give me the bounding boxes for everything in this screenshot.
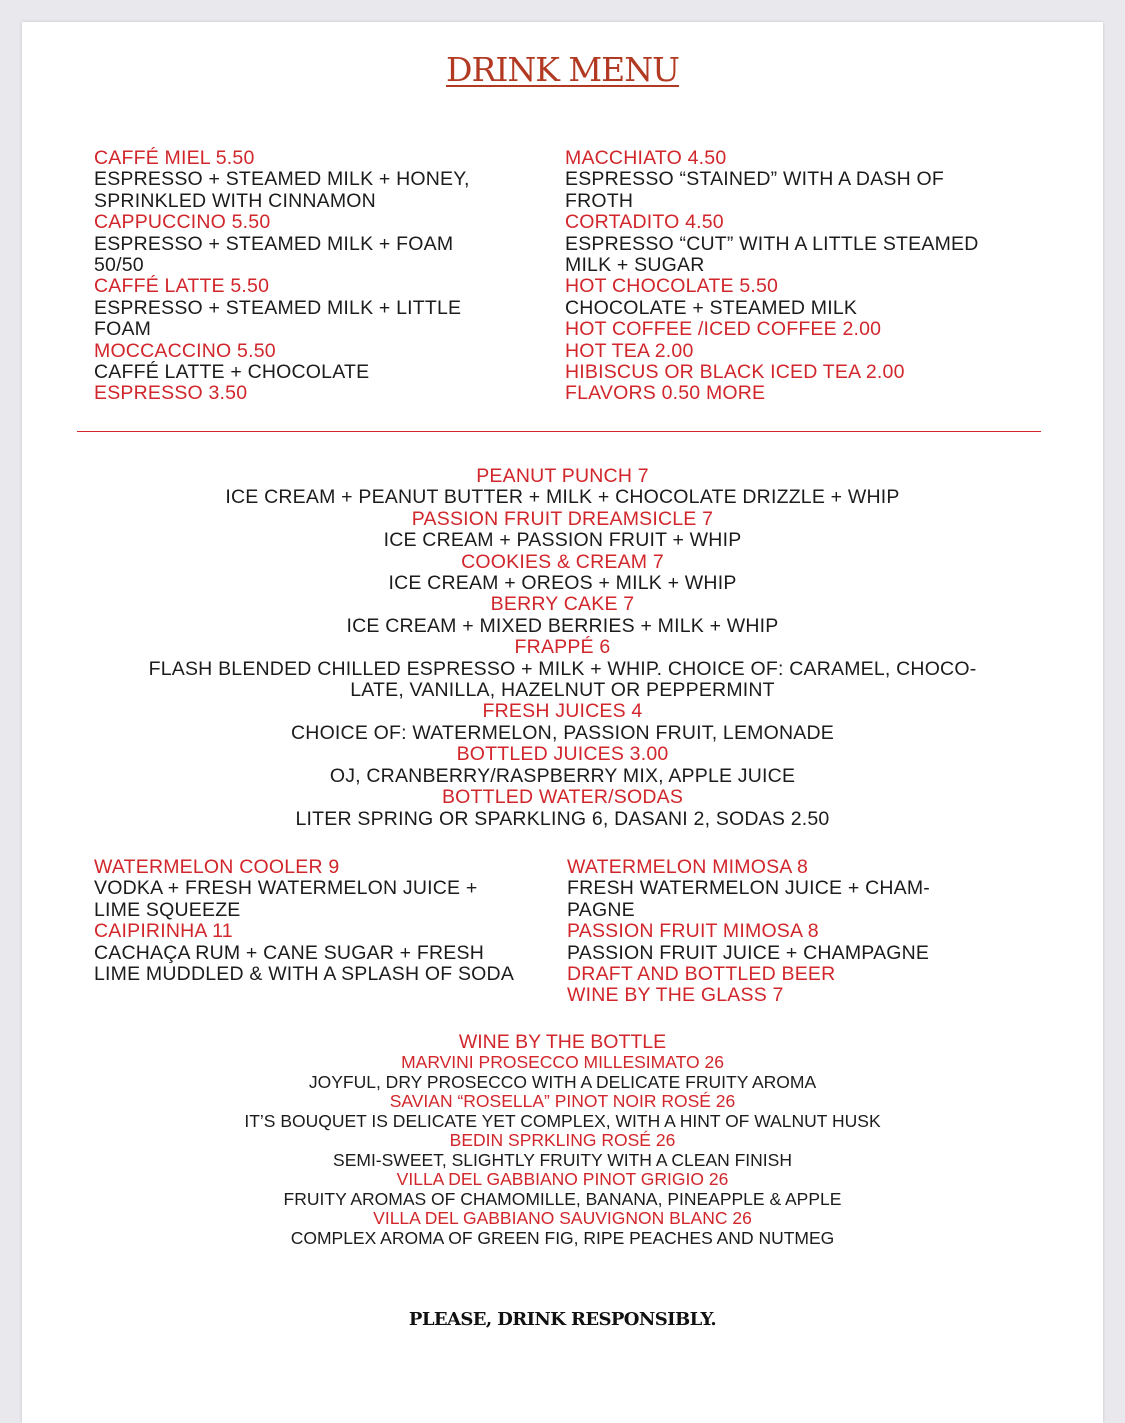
menu-item-description: OJ, CRANBERRY/RASPBERRY MIX, APPLE JUICE bbox=[329, 764, 796, 787]
menu-item-description: ESPRESSO + STEAMED MILK + LITTLE bbox=[94, 296, 462, 319]
menu-item-description: ESPRESSO “STAINED” WITH A DASH OF bbox=[565, 168, 944, 191]
menu-item-description: JOYFUL, DRY PROSECCO WITH A DELICATE FRUITY AROMA bbox=[308, 1071, 817, 1092]
menu-item-name: BERRY CAKE 7 bbox=[490, 593, 635, 616]
menu-item-description: FLASH BLENDED CHILLED ESPRESSO + MILK + WHIP. CHOICE OF: CARAMEL, CHOCO- bbox=[148, 657, 977, 680]
menu-page bbox=[22, 22, 1103, 1423]
menu-item-name: MOCCACCINO 5.50 bbox=[94, 339, 276, 362]
menu-item-description: FRESH WATERMELON JUICE + CHAM- bbox=[567, 877, 930, 900]
menu-item-name: CORTADITO 4.50 bbox=[565, 211, 724, 234]
cocktails-right-column bbox=[567, 857, 930, 1007]
section-divider bbox=[77, 431, 1041, 432]
wine-section-heading: WINE BY THE BOTTLE bbox=[458, 1031, 667, 1053]
menu-item-name: WATERMELON MIMOSA 8 bbox=[567, 856, 809, 878]
menu-item-name: CAFFÉ LATTE 5.50 bbox=[94, 275, 270, 298]
menu-item-description: ESPRESSO “CUT” WITH A LITTLE STEAMED bbox=[565, 232, 979, 255]
menu-item-name: HOT CHOCOLATE 5.50 bbox=[565, 275, 779, 298]
menu-item-description: LATE, VANILLA, HAZELNUT OR PEPPERMINT bbox=[350, 679, 775, 702]
menu-item-description: VODKA + FRESH WATERMELON JUICE + bbox=[94, 877, 478, 900]
menu-item-name: FRAPPÉ 6 bbox=[514, 636, 611, 659]
menu-item-description: CHOICE OF: WATERMELON, PASSION FRUIT, LEMONADE bbox=[291, 721, 834, 744]
menu-item-name: VILLA DEL GABBIANO PINOT GRIGIO 26 bbox=[396, 1169, 729, 1189]
menu-item-name: PEANUT PUNCH 7 bbox=[476, 465, 649, 487]
menu-item-name: MARVINI PROSECCO MILLESIMATO 26 bbox=[401, 1052, 724, 1072]
menu-item-description: PASSION FRUIT JUICE + CHAMPAGNE bbox=[567, 941, 930, 964]
menu-item-description: IT’S BOUQUET IS DELICATE YET COMPLEX, WITH A HINT OF WALNUT HUSK bbox=[244, 1110, 881, 1131]
menu-item-name: COOKIES & CREAM 7 bbox=[461, 550, 664, 573]
menu-item-description: LIME MUDDLED & WITH A SPLASH OF SODA bbox=[94, 963, 515, 986]
coffee-menu-right-column bbox=[565, 148, 979, 405]
menu-item-description: 50/50 bbox=[94, 254, 144, 277]
menu-item-name: CAPPUCCINO 5.50 bbox=[94, 211, 271, 234]
menu-item-name: BEDIN SPRKLING ROSÉ 26 bbox=[449, 1130, 676, 1150]
menu-item-description: FROTH bbox=[565, 189, 634, 212]
menu-item-description: ICE CREAM + MIXED BERRIES + MILK + WHIP bbox=[346, 614, 779, 637]
coffee-menu-left-column bbox=[94, 148, 470, 405]
menu-item-description: ESPRESSO + STEAMED MILK + FOAM bbox=[94, 232, 454, 255]
menu-item-description: FRUITY AROMAS OF CHAMOMILLE, BANANA, PINEAPPLE & APPLE bbox=[283, 1188, 842, 1209]
menu-item-name: HOT COFFEE /ICED COFFEE 2.00 bbox=[565, 318, 882, 341]
menu-item-name: BOTTLED WATER/SODAS bbox=[441, 786, 684, 809]
menu-item-description: CAFFÉ LATTE + CHOCOLATE bbox=[94, 361, 370, 384]
shakes-juices-section bbox=[22, 466, 1103, 830]
menu-item-description: ICE CREAM + OREOS + MILK + WHIP bbox=[388, 572, 737, 595]
menu-item-name: FLAVORS 0.50 MORE bbox=[565, 382, 766, 405]
menu-item-description: MILK + SUGAR bbox=[565, 254, 705, 277]
menu-title-text: DRINK MENU bbox=[446, 50, 679, 89]
menu-item-name: CAFFÉ MIEL 5.50 bbox=[94, 147, 255, 169]
menu-item-description: LIME SQUEEZE bbox=[94, 898, 241, 921]
menu-item-description: ICE CREAM + PASSION FRUIT + WHIP bbox=[383, 529, 742, 552]
menu-item-name: HOT TEA 2.00 bbox=[565, 339, 694, 362]
menu-item-name: VILLA DEL GABBIANO SAUVIGNON BLANC 26 bbox=[373, 1208, 752, 1228]
cocktails-left-column bbox=[94, 857, 514, 985]
menu-title bbox=[22, 50, 1103, 89]
menu-item-name: DRAFT AND BOTTLED BEER bbox=[567, 963, 836, 986]
menu-item-name: CAIPIRINHA 11 bbox=[94, 920, 233, 943]
menu-item-name: MACCHIATO 4.50 bbox=[565, 147, 727, 169]
menu-item-description: LITER SPRING OR SPARKLING 6, DASANI 2, SODAS 2.50 bbox=[295, 807, 830, 830]
menu-item-description: CHOCOLATE + STEAMED MILK bbox=[565, 296, 858, 319]
menu-item-description: CACHAÇA RUM + CANE SUGAR + FRESH bbox=[94, 941, 484, 964]
wine-list bbox=[22, 1053, 1103, 1248]
menu-item-name: ESPRESSO 3.50 bbox=[94, 382, 248, 405]
menu-item-name: WINE BY THE GLASS 7 bbox=[567, 984, 784, 1007]
menu-item-description: SEMI-SWEET, SLIGHTLY FRUITY WITH A CLEAN FINISH bbox=[333, 1149, 792, 1170]
menu-item-name: HIBISCUS OR BLACK ICED TEA 2.00 bbox=[565, 361, 905, 384]
menu-item-description: ESPRESSO + STEAMED MILK + HONEY, bbox=[94, 168, 470, 191]
menu-item-name: PASSION FRUIT MIMOSA 8 bbox=[567, 920, 819, 943]
menu-item-description: FOAM bbox=[94, 318, 152, 341]
menu-item-name: WATERMELON COOLER 9 bbox=[94, 856, 340, 878]
menu-item-description: ICE CREAM + PEANUT BUTTER + MILK + CHOCOLATE DRIZZLE + WHIP bbox=[225, 486, 900, 509]
menu-item-name: PASSION FRUIT DREAMSICLE 7 bbox=[411, 507, 714, 530]
menu-item-description: COMPLEX AROMA OF GREEN FIG, RIPE PEACHES AND NUTMEG bbox=[290, 1227, 835, 1248]
wine-by-bottle-section bbox=[22, 1032, 1103, 1248]
menu-item-name: BOTTLED JUICES 3.00 bbox=[456, 743, 669, 766]
footer-note: PLEASE, DRINK RESPONSIBLY. bbox=[408, 1309, 717, 1330]
menu-item-name: SAVIAN “ROSELLA” PINOT NOIR ROSÉ 26 bbox=[389, 1091, 736, 1111]
menu-item-description: SPRINKLED WITH CINNAMON bbox=[94, 189, 376, 212]
menu-item-name: FRESH JUICES 4 bbox=[482, 700, 643, 723]
menu-item-description: PAGNE bbox=[567, 898, 635, 921]
